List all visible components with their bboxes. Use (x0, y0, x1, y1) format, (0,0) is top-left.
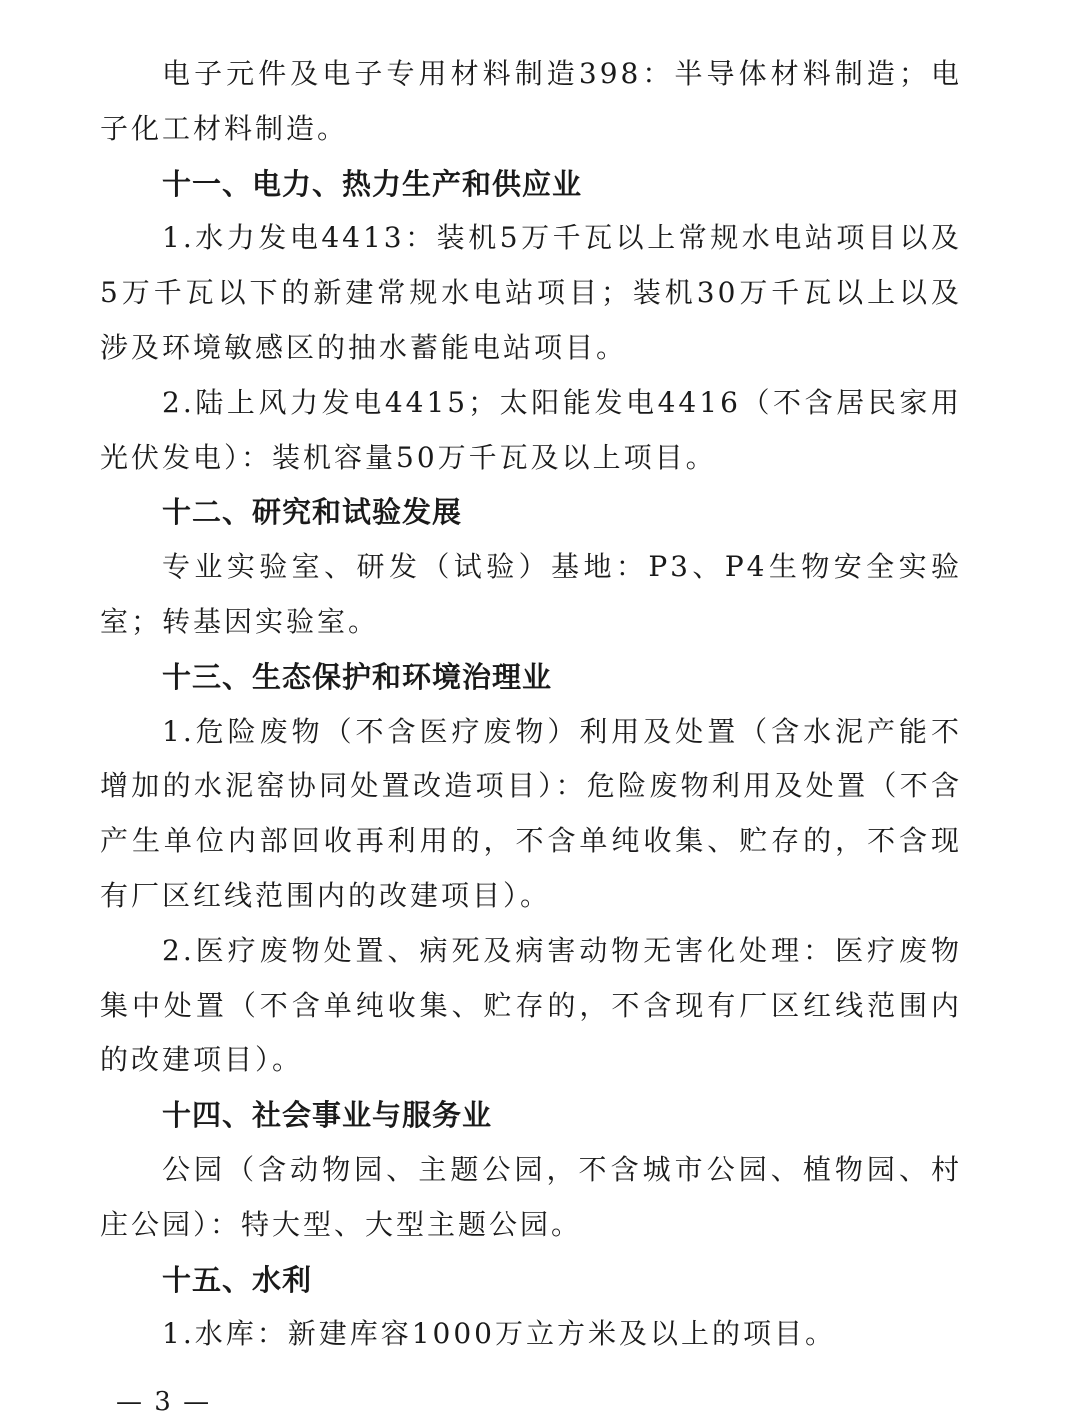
paragraph-hazardous-waste: 1.危险废物（不含医疗废物）利用及处置（含水泥产能不增加的水泥窑协同处置改造项目）：危险废物利用及处置（不含产生单位内部回收再利用的，不含单纯收集、贮存的，不含现有厂区红线范围内的改建项目）。 (100, 714, 962, 912)
paragraph-laboratory: 专业实验室、研发（试验）基地：P3、P4生物安全实验室；转基因实验室。 (100, 550, 962, 638)
paragraph-hydropower: 1.水力发电4413：装机5万千瓦以上常规水电站项目以及5万千瓦以下的新建常规水电站项目；装机30万千瓦以上以及涉及环境敏感区的抽水蓄能电站项目。 (100, 221, 962, 364)
paragraph-electronics: 电子元件及电子专用材料制造398：半导体材料制造；电子化工材料制造。 (100, 57, 962, 145)
heading-section-11: 十一、电力、热力生产和供应业 (162, 166, 583, 201)
paragraph-wind-solar: 2.陆上风力发电4415；太阳能发电4416（不含居民家用光伏发电）：装机容量50万千瓦及以上项目。 (100, 385, 962, 474)
document-body (100, 47, 962, 1362)
page-number: — 3 — (116, 1387, 212, 1417)
heading-section-12: 十二、研究和试验发展 (162, 495, 463, 530)
paragraph-medical-waste: 2.医疗废物处置、病死及病害动物无害化处理：医疗废物集中处置（不含单纯收集、贮存的，不含现有厂区红线范围内的改建项目）。 (100, 933, 962, 1077)
heading-section-15: 十五、水利 (162, 1262, 313, 1297)
heading-section-13: 十三、生态保护和环境治理业 (162, 659, 553, 694)
heading-section-14: 十四、社会事业与服务业 (162, 1098, 493, 1133)
paragraph-parks: 公园（含动物园、主题公园，不含城市公园、植物园、村庄公园）：特大型、大型主题公园。 (100, 1152, 962, 1241)
paragraph-reservoir: 1.水库：新建库容1000万立方米及以上的项目。 (162, 1317, 836, 1351)
